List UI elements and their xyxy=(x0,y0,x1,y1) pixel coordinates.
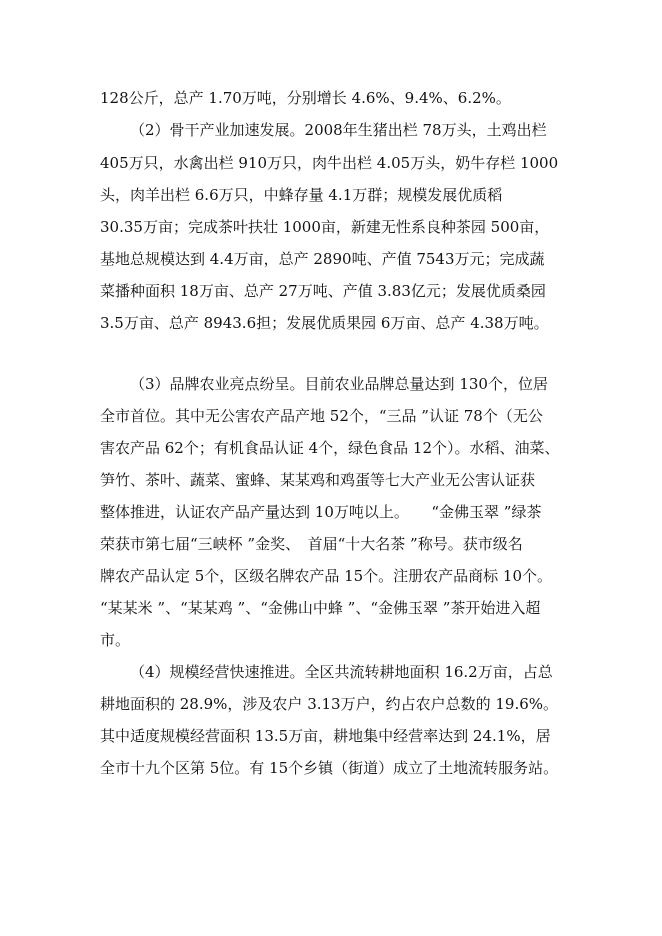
paragraph-3-line-7: 牌农产品认定 5个，区级名牌农产品 15个。注册农产品商标 10个。 xyxy=(100,567,553,585)
paragraph-2-line-7: 3.5万亩、总产 8943.6担；发展优质果园 6万亩、总产 4.38万吨。 xyxy=(100,314,549,332)
paragraph-3-line-1: （3）品牌农业亮点纷呈。目前农业品牌总量达到 130个，位居 xyxy=(130,375,548,393)
paragraph-3-line-6: 荣获市第七届“三峡杯 ”金奖、 首届“十大名茶 ”称号。获市级名 xyxy=(100,535,523,553)
paragraph-1-line-1: 128公斤，总产 1.70万吨，分别增长 4.6%、9.4%、6.2%。 xyxy=(100,89,511,107)
paragraph-2-line-4: 30.35万亩；完成茶叶扶壮 1000亩，新建无性系良种茶园 500亩， xyxy=(100,218,550,236)
paragraph-3-line-2: 全市首位。其中无公害农产品产地 52个，“三品 ”认证 78个（无公 xyxy=(100,407,543,425)
paragraph-3-line-5: 整体推进，认证农产品产量达到 10万吨以上。 “金佛玉翠 ”绿茶 xyxy=(100,503,542,521)
paragraph-2-line-2: 405万只，水禽出栏 910万只，肉牛出栏 4.05万头，奶牛存栏 1000 xyxy=(100,154,559,172)
paragraph-2-line-1: （2）骨干产业加速发展。2008年生猪出栏 78万头，土鸡出栏 xyxy=(130,121,547,139)
paragraph-3-line-8: “某某米 ”、“某某鸡 ”、“金佛山中蜂 ”、“金佛玉翠 ”茶开始进入超 xyxy=(100,599,541,617)
paragraph-3-line-3: 害农产品 62个；有机食品认证 4个，绿色食品 12个）。水稻、油菜、 xyxy=(100,439,560,457)
paragraph-2-line-3: 头，肉羊出栏 6.6万只，中蜂存量 4.1万群；规模发展优质稻 xyxy=(100,186,503,204)
paragraph-2-line-6: 菜播种面积 18万亩、总产 27万吨、产值 3.83亿元；发展优质桑园 xyxy=(100,282,546,300)
paragraph-2-line-5: 基地总规模达到 4.4万亩，总产 2890吨、产值 7543万元；完成蔬 xyxy=(100,250,545,268)
paragraph-4-line-2: 耕地面积的 28.9%，涉及农户 3.13万户，约占农户总数的 19.6%。 xyxy=(100,695,559,713)
paragraph-4-line-3: 其中适度规模经营面积 13.5万亩，耕地集中经营率达到 24.1%，居 xyxy=(100,727,551,745)
paragraph-3-line-4: 笋竹、茶叶、蔬菜、蜜蜂、某某鸡和鸡蛋等七大产业无公害认证获 xyxy=(100,471,536,489)
paragraph-4-line-4: 全市十九个区第 5位。有 15个乡镇（街道）成立了土地流转服务站。 xyxy=(100,759,559,777)
paragraph-4-line-1: （4）规模经营快速推进。全区共流转耕地面积 16.2万亩，占总 xyxy=(130,663,553,681)
paragraph-3-line-9: 市。 xyxy=(100,631,131,649)
